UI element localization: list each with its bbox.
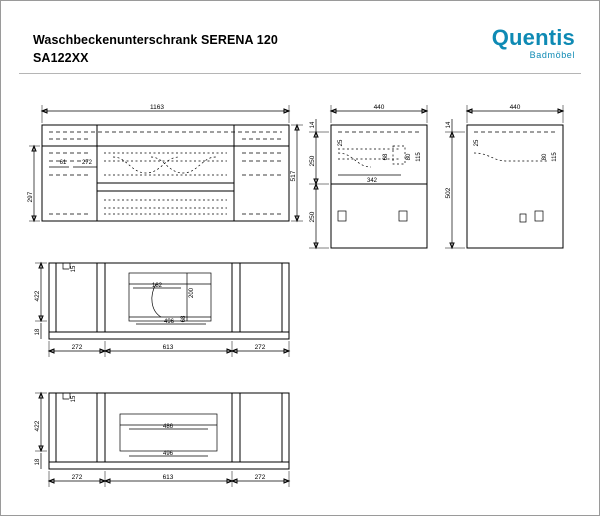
dim-side-left-c: 80 bbox=[406, 153, 412, 161]
dim-side-left-a: 25 bbox=[338, 139, 344, 147]
brand-subtitle: Badmöbel bbox=[529, 50, 575, 60]
dim-side-right-height: 502 bbox=[445, 187, 452, 199]
dim-top-upper-inner-height: 200 bbox=[189, 287, 195, 299]
dim-side-left-d: 115 bbox=[416, 152, 422, 162]
dim-top-lower-notch: 15 bbox=[71, 395, 77, 403]
dim-front-width: 1163 bbox=[150, 104, 164, 111]
dim-top-upper-offset: 18 bbox=[35, 328, 41, 336]
dim-front-inner-span: 272 bbox=[81, 160, 93, 166]
product-code: SA122XX bbox=[33, 51, 89, 65]
top-view-lower bbox=[34, 393, 289, 487]
dim-side-left-lower: 250 bbox=[309, 211, 316, 223]
dim-top-lower-offset: 18 bbox=[35, 458, 41, 466]
dim-side-right-a: 25 bbox=[474, 139, 480, 147]
dim-side-left-offset: 14 bbox=[310, 121, 316, 129]
technical-drawing bbox=[1, 1, 600, 517]
dim-side-right-c: 80 bbox=[542, 153, 548, 161]
dim-front-height: 517 bbox=[290, 170, 297, 182]
dim-top-lower-inner-2: 496 bbox=[162, 451, 174, 457]
front-view bbox=[27, 104, 303, 221]
dim-top-lower-inner-1: 486 bbox=[162, 424, 174, 430]
side-view-right bbox=[445, 104, 563, 248]
dim-top-upper-inner-small: 68 bbox=[181, 315, 187, 323]
dim-side-left-width: 440 bbox=[373, 104, 385, 111]
product-name: Waschbeckenunterschrank SERENA 120 bbox=[33, 33, 278, 47]
dim-top-upper-inner-width: 496 bbox=[163, 319, 175, 325]
dim-top-lower-seg-right: 272 bbox=[254, 474, 266, 481]
dim-side-right-width: 440 bbox=[509, 104, 521, 111]
dim-front-inner-left: 61 bbox=[59, 160, 67, 166]
brand-name: Quentis bbox=[491, 25, 575, 50]
dim-top-upper-notch: 15 bbox=[71, 265, 77, 273]
dim-top-lower-seg-center: 613 bbox=[162, 474, 174, 481]
dim-side-right-d: 115 bbox=[552, 152, 558, 162]
dim-top-upper-seg-right: 272 bbox=[254, 344, 266, 351]
top-view-upper bbox=[34, 263, 289, 357]
dim-side-left-e: 342 bbox=[366, 178, 378, 184]
dim-side-left-b: 68 bbox=[383, 153, 389, 161]
dim-top-upper-inner-depth: 182 bbox=[151, 283, 163, 289]
dim-top-upper-seg-center: 613 bbox=[162, 344, 174, 351]
dim-side-right-offset: 14 bbox=[446, 121, 452, 129]
dim-top-upper-height: 422 bbox=[34, 290, 41, 302]
dim-top-lower-height: 422 bbox=[34, 420, 41, 432]
dim-top-lower-seg-left: 272 bbox=[71, 474, 83, 481]
dim-front-lower-height: 297 bbox=[27, 191, 34, 203]
dim-side-left-upper: 250 bbox=[309, 155, 316, 167]
dim-top-upper-seg-left: 272 bbox=[71, 344, 83, 351]
side-view-left bbox=[309, 104, 427, 248]
